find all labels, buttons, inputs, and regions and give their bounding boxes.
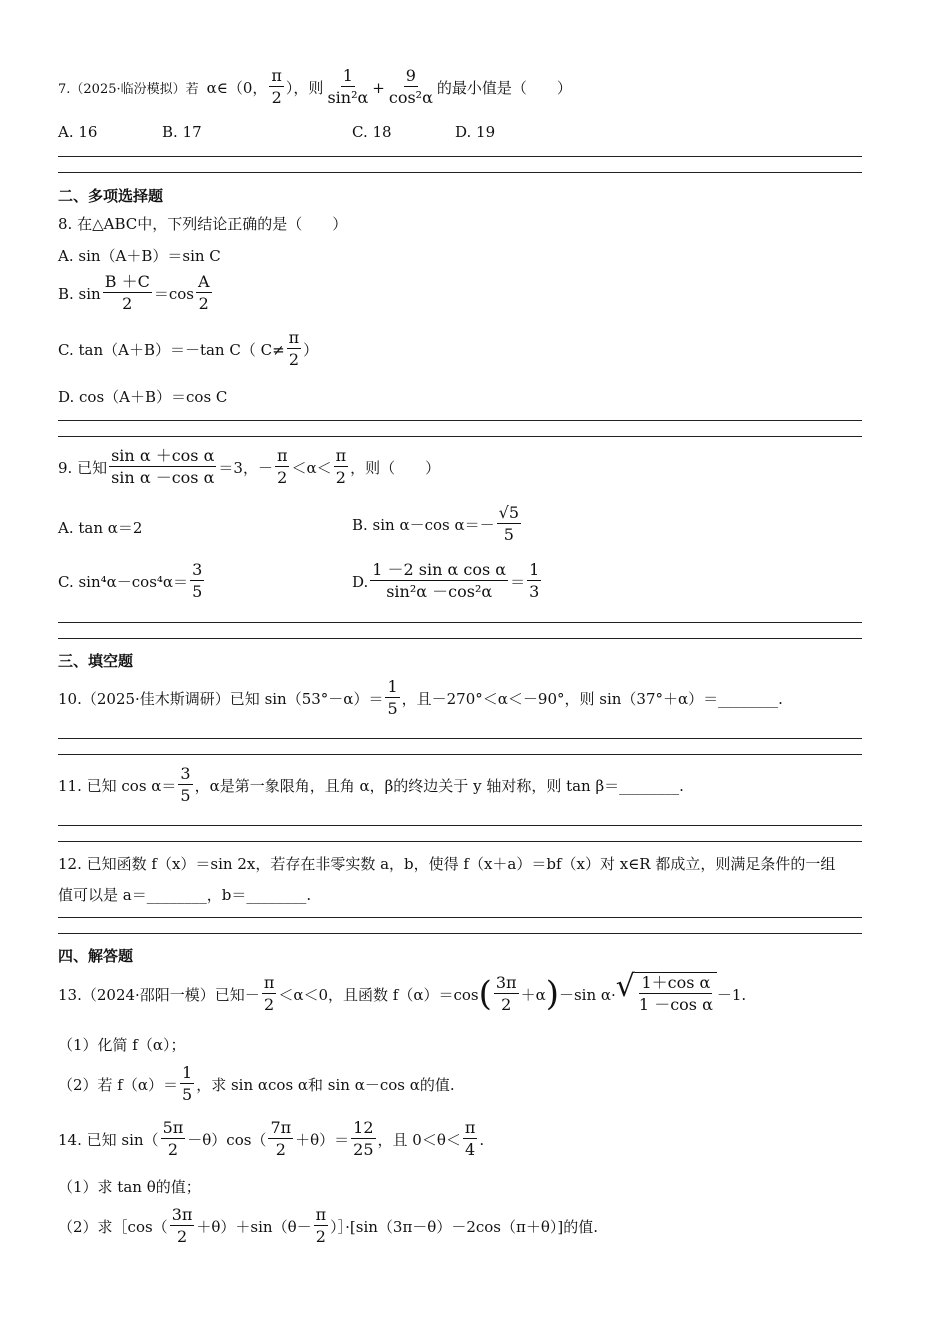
q11-frac: $\frac{3}{5}$	[180, 764, 191, 805]
answer-line	[58, 436, 862, 437]
q8-b-frac1: $\frac{B +C}{2}$	[104, 272, 150, 313]
q7-stem	[58, 66, 572, 109]
q9-stem: 9. 已知 $\frac{\text{sin α ＋cos α}}{\text{sin α －cos α}}$ ＝3，－ $\frac{\pi}{2}$ ＜α＜ $\frac{\pi}{2}$ ，则（ ）	[58, 446, 441, 487]
sqrt-icon: √	[615, 969, 635, 1004]
q14-p2-frac2: $\frac{\pi}{2}$	[315, 1205, 327, 1246]
q14-part1: （1）求 tan θ的值；	[58, 1178, 201, 1196]
answer-line	[58, 841, 862, 842]
q14-p2-frac1: $\frac{3\pi}{2}$	[171, 1205, 193, 1246]
q8-option-a: A. sin（A＋B）＝sin C	[58, 247, 221, 265]
q8-option-c: C. tan（A＋B）＝－tan C（ C≠ $\frac{\pi}{2}$ ）	[58, 328, 319, 369]
q7-prefix: 7.（2025·临汾模拟）若	[58, 82, 199, 97]
q8-option-b: B. sin $\frac{B +C}{2}$ ＝cos $\frac{A}{2}$	[58, 272, 210, 313]
q11-stem: 11. 已知 cos α＝ $\frac{3}{5}$ ，α是第一象限角，且角 α，β的终边关于 y 轴对称，则 tan β＝________.	[58, 764, 684, 805]
q7-option-d: D. 19	[455, 123, 496, 141]
q12-line2: 值可以是 a＝________，b＝________.	[58, 886, 312, 904]
q9-frac-main: $\frac{\text{sin α ＋cos α}}{\text{sin α －cos α}}$	[111, 446, 215, 487]
q7-frac1: $\frac{1}{\text{sin²α}}$	[327, 66, 369, 107]
q9-option-a: A. tan α＝2	[58, 519, 143, 537]
answer-line	[58, 622, 862, 623]
answer-line	[58, 172, 862, 173]
q8-c-frac: $\frac{\pi}{2}$	[288, 328, 300, 369]
q13-paren-close: )	[545, 974, 559, 1014]
answer-line	[58, 754, 862, 755]
q7-option-b: B. 17	[162, 123, 202, 141]
q7-frac-pi2: $\frac{\pi}{2}$	[271, 66, 282, 107]
q8-b-frac2: $\frac{A}{2}$	[197, 272, 210, 313]
answer-line	[58, 738, 862, 739]
q14-part2: （2）求［cos（ $\frac{3\pi}{2}$ ＋θ）＋sin（θ－ $\frac{\pi}{2}$ ）］·[sin（3π－θ）－2cos（π＋θ）]的值.	[58, 1205, 599, 1246]
q8-stem: 8. 在△ABC中，下列结论正确的是（ ）	[58, 215, 348, 233]
q7-option-c: C. 18	[352, 123, 392, 141]
answer-line	[58, 420, 862, 421]
q14-frac3: $\frac{12}{25}$	[353, 1118, 374, 1159]
q7-cond: α∈（0，	[206, 79, 268, 97]
answer-line	[58, 156, 862, 157]
answer-line	[58, 933, 862, 934]
answer-line	[58, 638, 862, 639]
q13-part2: （2）若 f（α）＝ $\frac{1}{5}$ ，求 sin αcos α和 sin α－cos α的值.	[58, 1063, 455, 1104]
answer-line	[58, 917, 862, 918]
q9-frac-pi2-a: $\frac{\pi}{2}$	[276, 446, 288, 487]
q7-frac2: $\frac{9}{\text{cos²α}}$	[388, 66, 433, 107]
section-heading-solutions: 四、解答题	[58, 947, 134, 965]
section-heading-fill-blank: 三、填空题	[58, 652, 134, 670]
q7-plus: +	[372, 78, 385, 97]
q9-option-d: D. $\frac{\text{1 －2 sin α cos α}}{\text{sin²α －cos²α}}$ ＝ $\frac{1}{3}$	[352, 560, 540, 601]
q9-d-frac1: $\frac{\text{1 －2 sin α cos α}}{\text{sin²α －cos²α}}$	[372, 560, 507, 601]
answer-line	[58, 825, 862, 826]
q9-d-frac2: $\frac{1}{3}$	[529, 560, 540, 601]
q8-option-d: D. cos（A＋B）＝cos C	[58, 388, 228, 406]
q9-b-frac: $\frac{√5}{5}$	[498, 503, 520, 544]
q9-option-c: C. sin⁴α－cos⁴α＝ $\frac{3}{5}$	[58, 560, 203, 601]
q14-frac1: $\frac{5\pi}{2}$	[162, 1118, 184, 1159]
q13-stem: 13.（2024·邵阳一模）已知－ $\frac{\pi}{2}$ ＜α＜0，且函数 f（α）＝cos ( $\frac{3\pi}{2}$ ＋α ) －sin α· √ $\frac{\text{1＋cos α}}{\text{1 －cos α}}$ －1.	[58, 969, 747, 1014]
q13-part1: （1）化简 f（α）；	[58, 1036, 186, 1054]
q13-sqrt-frac: $\frac{\text{1＋cos α}}{\text{1 －cos α}}$	[638, 973, 713, 1014]
q13-sqrt	[615, 969, 717, 1016]
section-heading-multiple-choice: 二、多项选择题	[58, 187, 164, 205]
q9-frac-pi2-b: $\frac{\pi}{2}$	[335, 446, 347, 487]
q13-frac-3pi2: $\frac{3\pi}{2}$	[495, 972, 517, 1014]
q13-frac-pi2: $\frac{\pi}{2}$	[263, 972, 275, 1014]
q10-stem: 10.（2025·佳木斯调研）已知 sin（53°－α）＝ $\frac{1}{5}$ ，且－270°＜α＜－90°，则 sin（37°＋α）＝________.	[58, 677, 783, 718]
q14-frac2: $\frac{7\pi}{2}$	[270, 1118, 292, 1159]
q13-p2-frac: $\frac{1}{5}$	[182, 1063, 193, 1104]
q13-paren-open: (	[478, 974, 492, 1014]
q14-stem: 14. 已知 sin（ $\frac{5\pi}{2}$ －θ）cos（ $\frac{7\pi}{2}$ ＋θ）＝ $\frac{12}{25}$ ，且 0＜θ＜ $\frac{\pi}{4}$ .	[58, 1118, 485, 1159]
q14-frac4: $\frac{\pi}{4}$	[464, 1118, 476, 1159]
q7-close: ），则	[285, 79, 324, 97]
q12-line1: 12. 已知函数 f（x）＝sin 2x，若存在非零实数 a，b，使得 f（x＋a）＝bf（x）对 x∈R 都成立，则满足条件的一组	[58, 855, 836, 873]
q7-option-a: A. 16	[58, 123, 98, 141]
q9-option-b: B. sin α－cos α＝－ $\frac{√5}{5}$	[352, 503, 520, 544]
q7-suffix: 的最小值是（ ）	[436, 79, 572, 97]
q10-frac: $\frac{1}{5}$	[387, 677, 398, 718]
q9-c-frac: $\frac{3}{5}$	[192, 560, 203, 601]
